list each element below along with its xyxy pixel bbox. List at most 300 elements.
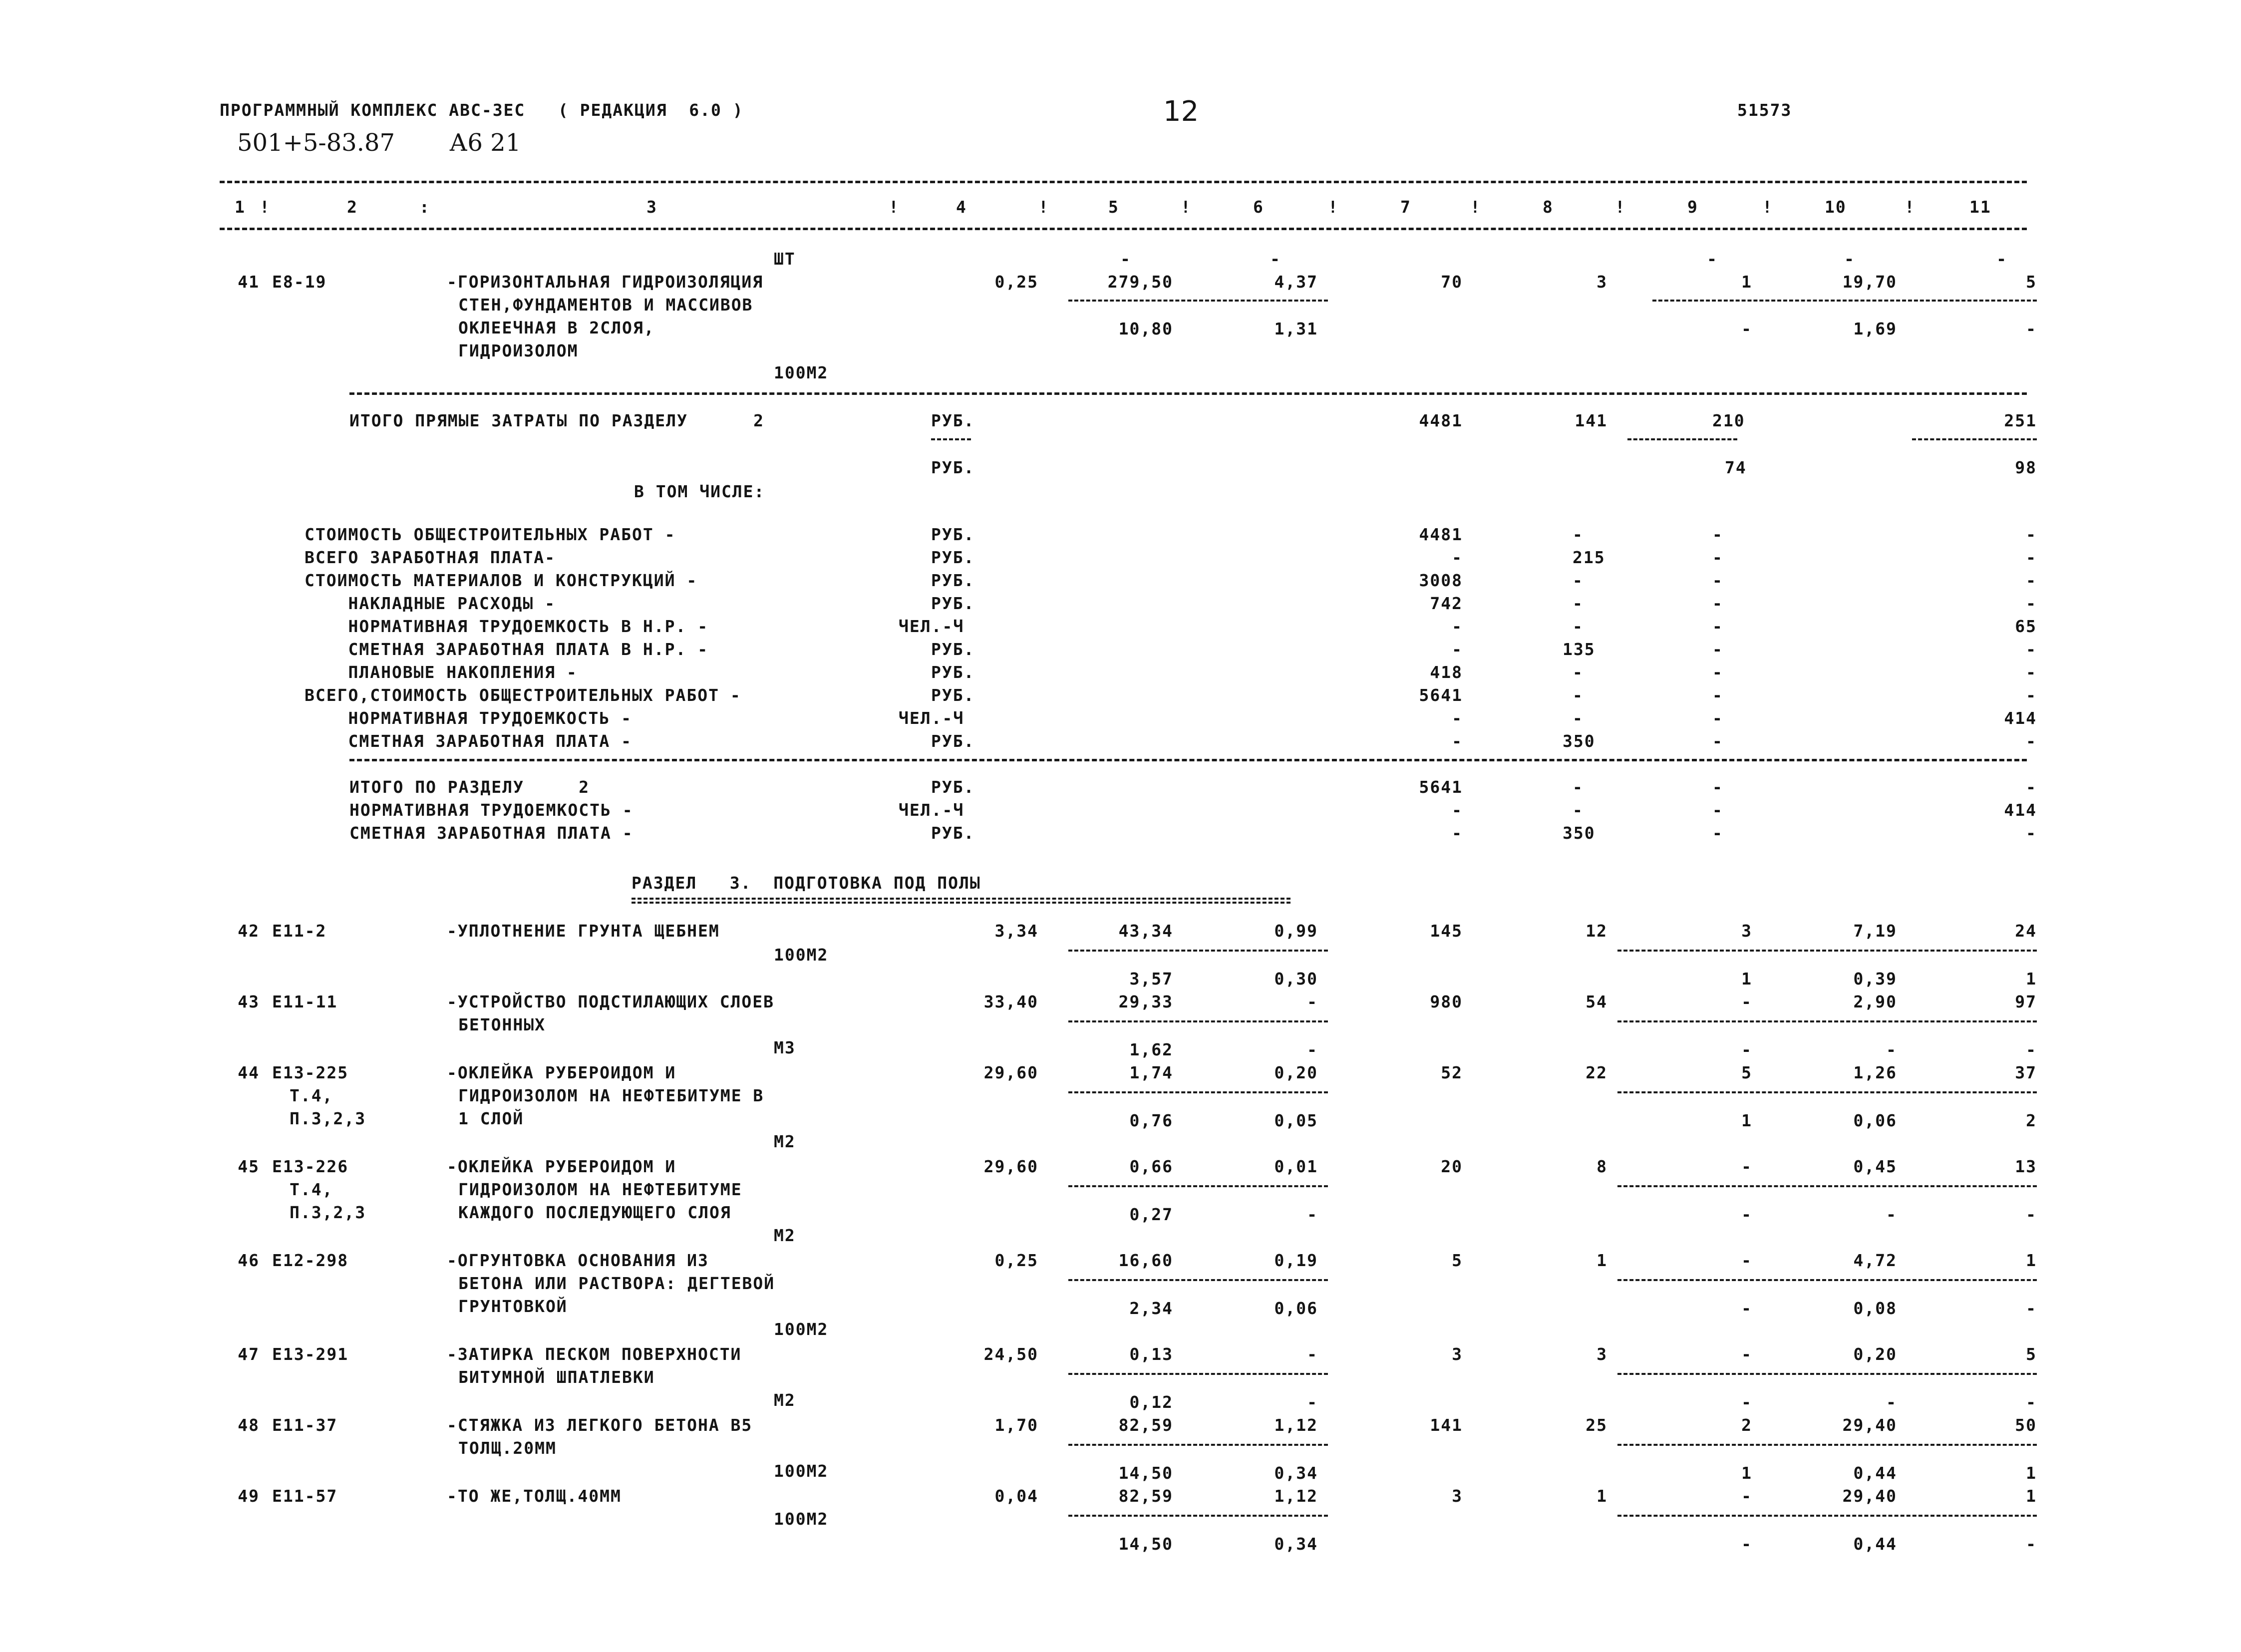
- total-cost-cell: 20: [1441, 1157, 1463, 1176]
- total-cost-cell: 5: [1452, 1251, 1463, 1270]
- unit-cost-cell: 3,57: [1129, 969, 1173, 989]
- total-wage-cell: 3: [1597, 1344, 1607, 1364]
- labor-unit-cell: 19,70: [1842, 272, 1897, 292]
- wage-cell: -: [1307, 1344, 1318, 1364]
- labor-unit-cell: 0,06: [1853, 1111, 1897, 1130]
- wage-cell: 1,12: [1274, 1486, 1318, 1506]
- work-description: -УСТРОЙСТВО ПОДСТИЛАЮЩИХ СЛОЕВ: [447, 992, 775, 1011]
- total-wage-cell: 12: [1586, 921, 1607, 941]
- labor-unit-cell: -: [1886, 1205, 1897, 1224]
- work-description: ГРУНТОВКОЙ: [458, 1297, 568, 1316]
- rate-code-clause: П.3,2,3: [290, 1203, 366, 1222]
- total-cost-cell: -: [1452, 800, 1463, 820]
- machine-cost-cell: -: [1741, 1534, 1752, 1554]
- unit-label: РУБ.: [931, 640, 975, 659]
- total-cost-cell: -: [1452, 708, 1463, 728]
- column-number: 8: [1543, 197, 1554, 217]
- cell-rule: [1617, 1185, 2037, 1187]
- total-cost-cell: 3008: [1419, 571, 1463, 590]
- labor-total-cell: -: [2026, 594, 2037, 613]
- work-description: -ЗАТИРКА ПЕСКОМ ПОВЕРХНОСТИ: [447, 1344, 742, 1364]
- row-number: 42: [238, 921, 260, 941]
- machine-cost-cell: -: [1712, 594, 1723, 613]
- section-rule: [349, 392, 2027, 395]
- column-number: 10: [1825, 197, 1847, 217]
- wage-cell: -: [1307, 1040, 1318, 1059]
- cell-rule: [1068, 1020, 1328, 1022]
- handwritten-code: 501+5-83.87: [237, 129, 395, 157]
- unit-label: М2: [774, 1132, 796, 1151]
- column-number: 3: [646, 197, 657, 217]
- labor-total-cell: 37: [2015, 1063, 2037, 1082]
- total-wage-cell: -: [1573, 617, 1584, 636]
- machine-cost-cell: 5: [1741, 1063, 1752, 1082]
- unit-cost-cell: 0,13: [1129, 1344, 1173, 1364]
- unit-label: РУБ.: [931, 571, 975, 590]
- unit-cost-cell: 0,76: [1129, 1111, 1173, 1130]
- wage-cell: 0,20: [1274, 1063, 1318, 1082]
- work-description: СТЕН,ФУНДАМЕНТОВ И МАССИВОВ: [458, 295, 753, 315]
- unit-label: РУБ.: [931, 594, 975, 613]
- work-description: -УПЛОТНЕНИЕ ГРУНТА ЩЕБНЕМ: [447, 921, 720, 941]
- cell-rule: [1912, 438, 2037, 440]
- work-description: БЕТОННЫХ: [458, 1015, 546, 1034]
- total-cost-cell: -: [1452, 617, 1463, 636]
- labor-total-cell: 414: [2004, 708, 2037, 728]
- column-number: 11: [1969, 197, 1991, 217]
- total-cost-cell: 418: [1430, 662, 1463, 682]
- labor-total-cell: -: [2026, 548, 2037, 567]
- machine-cost-cell: -: [1712, 571, 1723, 590]
- unit-label: РУБ.: [931, 548, 975, 567]
- total-wage-cell: -: [1573, 708, 1584, 728]
- unit-label: РУБ.: [931, 731, 975, 751]
- unit-cost-cell: 14,50: [1118, 1463, 1173, 1483]
- labor-total-cell: 1: [2026, 969, 2037, 989]
- wage-cell: 1,12: [1274, 1415, 1318, 1435]
- total-cost-cell: 5641: [1419, 685, 1463, 705]
- labor-total-cell: -: [2026, 1040, 2037, 1059]
- unit-label: РУБ.: [931, 525, 975, 544]
- machine-cost-cell: 2: [1741, 1415, 1752, 1435]
- labor-total-cell: -: [2026, 662, 2037, 682]
- wage-cell: 0,34: [1274, 1463, 1318, 1483]
- rate-code: Е13-226: [272, 1157, 349, 1176]
- labor-total-cell: 414: [2004, 800, 2037, 820]
- work-description: БИТУМНОЙ ШПАТЛЕВКИ: [458, 1367, 655, 1387]
- page-number: 12: [1163, 95, 1199, 128]
- row-number: 43: [238, 992, 260, 1011]
- wage-cell: -: [1307, 992, 1318, 1011]
- unit-label: 100М2: [774, 1509, 829, 1529]
- unit-cost-cell: 1,74: [1129, 1063, 1173, 1082]
- machine-cost-cell: -: [1712, 617, 1723, 636]
- machine-cost-cell: 1: [1741, 1463, 1752, 1483]
- column-separator: :: [419, 197, 430, 217]
- machine-cost-cell: -: [1712, 640, 1723, 659]
- total-cost-cell: 4481: [1419, 525, 1463, 544]
- total-cost-cell: -: [1452, 548, 1463, 567]
- unit-label: ШТ: [774, 249, 796, 269]
- total-wage-cell: -: [1573, 777, 1584, 797]
- row-number: 44: [238, 1063, 260, 1082]
- labor-total-cell: -: [2026, 685, 2037, 705]
- labor-unit-cell: 7,19: [1853, 921, 1897, 941]
- wage-cell: 0,99: [1274, 921, 1318, 941]
- machine-cost-cell: -: [1741, 1205, 1752, 1224]
- column-separator: !: [1615, 197, 1626, 217]
- wage-cell: 0,19: [1274, 1251, 1318, 1270]
- column-separator: !: [260, 197, 271, 217]
- total-cost-cell: 4481: [1419, 411, 1463, 430]
- machine-cost-cell: 3: [1741, 921, 1752, 941]
- work-description: -ТО ЖЕ,ТОЛЩ.40ММ: [447, 1486, 622, 1506]
- title-underline: [632, 898, 1290, 904]
- quantity-cell: 3,34: [994, 921, 1038, 941]
- column-number: 2: [347, 197, 358, 217]
- quantity-cell: 0,25: [994, 272, 1038, 292]
- total-wage-cell: 25: [1586, 1415, 1607, 1435]
- machine-cost-cell: 1: [1741, 272, 1752, 292]
- machine-cost-cell: -: [1712, 800, 1723, 820]
- dash-mark: -: [1707, 249, 1718, 269]
- cell-rule: [1068, 1444, 1328, 1446]
- total-cost-cell: 980: [1430, 992, 1463, 1011]
- cell-rule: [1617, 1373, 2037, 1375]
- cell-rule: [1627, 438, 1737, 440]
- quantity-cell: 0,25: [994, 1251, 1038, 1270]
- rate-code: Е11-11: [272, 992, 338, 1011]
- unit-cost-cell: 14,50: [1118, 1534, 1173, 1554]
- rate-code: Е11-57: [272, 1486, 338, 1506]
- summary-label: НОРМАТИВНАЯ ТРУДОЕМКОСТЬ В Н.Р. -: [305, 617, 709, 636]
- table-top-rule: [220, 181, 2027, 183]
- total-wage-cell: -: [1573, 594, 1584, 613]
- dash-mark: -: [1844, 249, 1855, 269]
- rate-code: Е11-2: [272, 921, 327, 941]
- total-cost-cell: 742: [1430, 594, 1463, 613]
- summary-label: НАКЛАДНЫЕ РАСХОДЫ -: [305, 594, 556, 613]
- labor-total-cell: -: [2026, 777, 2037, 797]
- total-wage-cell: 141: [1575, 411, 1607, 430]
- labor-total-cell: 2: [2026, 1111, 2037, 1130]
- labor-unit-cell: 0,39: [1853, 969, 1897, 989]
- row-number: 41: [238, 272, 260, 292]
- labor-total-cell: 98: [2015, 458, 2037, 477]
- summary-label: ПЛАНОВЫЕ НАКОПЛЕНИЯ -: [305, 662, 578, 682]
- dash-mark: -: [1120, 249, 1131, 269]
- labor-unit-cell: 1,69: [1853, 319, 1897, 338]
- labor-total-cell: 1: [2026, 1486, 2037, 1506]
- unit-cost-cell: 16,60: [1118, 1251, 1173, 1270]
- labor-unit-cell: -: [1886, 1392, 1897, 1412]
- quantity-cell: 0,04: [994, 1486, 1038, 1506]
- labor-unit-cell: 29,40: [1842, 1486, 1897, 1506]
- summary-label: ВСЕГО ЗАРАБОТНАЯ ПЛАТА-: [305, 548, 556, 567]
- cell-rule: [1068, 950, 1328, 952]
- unit-cost-cell: 10,80: [1118, 319, 1173, 338]
- machine-cost-cell: -: [1741, 319, 1752, 338]
- work-description: ТОЛЩ.20ММ: [458, 1438, 557, 1458]
- total-wage-cell: 1: [1597, 1486, 1607, 1506]
- total-wage-cell: 1: [1597, 1251, 1607, 1270]
- unit-label: РУБ.: [931, 662, 975, 682]
- cell-rule: [1617, 1515, 2037, 1517]
- total-wage-cell: 135: [1563, 640, 1596, 659]
- unit-cost-cell: 82,59: [1118, 1415, 1173, 1435]
- rate-code-table: Т.4,: [290, 1086, 333, 1105]
- total-wage-cell: 22: [1586, 1063, 1607, 1082]
- total-wage-cell: -: [1573, 685, 1584, 705]
- summary-label: СМЕТНАЯ ЗАРАБОТНАЯ ПЛАТА -: [349, 823, 634, 843]
- column-separator: !: [1181, 197, 1192, 217]
- labor-total-cell: -: [2026, 640, 2037, 659]
- unit-label: ЧЕЛ.-Ч: [899, 617, 964, 636]
- machine-cost-cell: -: [1741, 1299, 1752, 1318]
- machine-cost-cell: -: [1741, 992, 1752, 1011]
- column-number: 4: [956, 197, 967, 217]
- rate-code: Е13-225: [272, 1063, 349, 1082]
- labor-total-cell: 1: [2026, 1463, 2037, 1483]
- dash-mark: -: [1996, 249, 2007, 269]
- work-description: ОКЛЕЕЧНАЯ В 2СЛОЯ,: [458, 318, 655, 337]
- cell-rule: [1617, 1444, 2037, 1446]
- total-label: ИТОГО ПРЯМЫЕ ЗАТРАТЫ ПО РАЗДЕЛУ 2: [349, 411, 764, 430]
- unit-label: 100М2: [774, 1461, 829, 1481]
- labor-total-cell: 251: [2004, 411, 2037, 430]
- total-cost-cell: 141: [1430, 1415, 1463, 1435]
- unit-cost-cell: 1,62: [1129, 1040, 1173, 1059]
- cell-rule: [1068, 1279, 1328, 1281]
- labor-total-cell: 1: [2026, 1251, 2037, 1270]
- document-number: 51573: [1737, 100, 1792, 120]
- rate-code: Е12-298: [272, 1251, 349, 1270]
- column-number: 9: [1687, 197, 1698, 217]
- wage-cell: 0,06: [1274, 1299, 1318, 1318]
- row-number: 49: [238, 1486, 260, 1506]
- machine-cost-cell: -: [1741, 1344, 1752, 1364]
- row-number: 47: [238, 1344, 260, 1364]
- rate-code-clause: П.3,2,3: [290, 1109, 366, 1128]
- work-description: ГИДРОИЗОЛОМ НА НЕФТЕБИТУМЕ: [458, 1180, 742, 1199]
- labor-total-cell: -: [2026, 1299, 2037, 1318]
- program-title: ПРОГРАММНЫЙ КОМПЛЕКС АВС-ЗЕС ( РЕДАКЦИЯ 6.0 ): [220, 100, 744, 120]
- unit-label: 100М2: [774, 363, 829, 382]
- labor-unit-cell: -: [1886, 1040, 1897, 1059]
- unit-label: РУБ.: [931, 458, 975, 477]
- labor-total-cell: -: [2026, 1534, 2037, 1554]
- rate-code: Е13-291: [272, 1344, 349, 1364]
- section-title: РАЗДЕЛ 3. ПОДГОТОВКА ПОД ПОЛЫ: [632, 873, 981, 893]
- column-number: 1: [235, 197, 246, 217]
- total-wage-cell: 54: [1586, 992, 1607, 1011]
- wage-cell: -: [1307, 1205, 1318, 1224]
- column-number: 7: [1400, 197, 1411, 217]
- machine-cost-cell: -: [1741, 1157, 1752, 1176]
- unit-cost-cell: 0,66: [1129, 1157, 1173, 1176]
- rate-code-table: Т.4,: [290, 1180, 333, 1199]
- unit-cost-cell: 43,34: [1118, 921, 1173, 941]
- work-description: -ГОРИЗОНТАЛЬНАЯ ГИДРОИЗОЛЯЦИЯ: [447, 272, 764, 292]
- total-cost-cell: 70: [1441, 272, 1463, 292]
- machine-cost-cell: 74: [1725, 458, 1747, 477]
- labor-total-cell: 5: [2026, 272, 2037, 292]
- cell-rule: [1617, 1020, 2037, 1022]
- unit-label: М2: [774, 1390, 796, 1410]
- unit-cost-cell: 82,59: [1118, 1486, 1173, 1506]
- machine-cost-cell: -: [1712, 685, 1723, 705]
- unit-label: ЧЕЛ.-Ч: [899, 708, 964, 728]
- labor-unit-cell: 4,72: [1853, 1251, 1897, 1270]
- unit-label: М3: [774, 1038, 796, 1057]
- labor-unit-cell: 1,26: [1853, 1063, 1897, 1082]
- machine-cost-cell: -: [1712, 525, 1723, 544]
- wage-cell: 0,30: [1274, 969, 1318, 989]
- machine-cost-cell: -: [1712, 708, 1723, 728]
- machine-cost-cell: -: [1741, 1040, 1752, 1059]
- wage-cell: 0,05: [1274, 1111, 1318, 1130]
- total-wage-cell: 8: [1597, 1157, 1607, 1176]
- column-number: 6: [1253, 197, 1264, 217]
- work-description: ГИДРОИЗОЛОМ НА НЕФТЕБИТУМЕ В: [458, 1086, 764, 1105]
- quantity-cell: 1,70: [994, 1415, 1038, 1435]
- labor-total-cell: -: [2026, 319, 2037, 338]
- machine-cost-cell: -: [1712, 731, 1723, 751]
- machine-cost-cell: 210: [1712, 411, 1745, 430]
- total-cost-cell: -: [1452, 640, 1463, 659]
- summary-label: СМЕТНАЯ ЗАРАБОТНАЯ ПЛАТА -: [305, 731, 633, 751]
- unit-cost-cell: 0,27: [1129, 1205, 1173, 1224]
- cell-rule: [1652, 300, 2037, 302]
- total-wage-cell: 350: [1563, 823, 1596, 843]
- wage-cell: 1,31: [1274, 319, 1318, 338]
- rate-code: Е8-19: [272, 272, 327, 292]
- summary-label: ВСЕГО,СТОИМОСТЬ ОБЩЕСТРОИТЕЛЬНЫХ РАБОТ -: [305, 685, 741, 705]
- section-rule: [349, 759, 2027, 761]
- total-wage-cell: -: [1573, 800, 1584, 820]
- column-separator: !: [1762, 197, 1773, 217]
- dash-mark: -: [1270, 249, 1281, 269]
- column-separator: !: [889, 197, 900, 217]
- handwritten-sheet: А6 21: [449, 129, 521, 157]
- column-number: 5: [1108, 197, 1119, 217]
- summary-label: ИТОГО ПО РАЗДЕЛУ 2: [349, 777, 590, 797]
- unit-cost-cell: 2,34: [1129, 1299, 1173, 1318]
- total-wage-cell: 350: [1563, 731, 1596, 751]
- total-cost-cell: 3: [1452, 1344, 1463, 1364]
- machine-cost-cell: 1: [1741, 1111, 1752, 1130]
- machine-cost-cell: -: [1741, 1251, 1752, 1270]
- total-cost-cell: 3: [1452, 1486, 1463, 1506]
- total-wage-cell: -: [1573, 571, 1584, 590]
- summary-label: СТОИМОСТЬ ОБЩЕСТРОИТЕЛЬНЫХ РАБОТ -: [305, 525, 676, 544]
- work-description: ГИДРОИЗОЛОМ: [458, 341, 579, 360]
- header-bottom-rule: [220, 228, 2027, 230]
- total-wage-cell: 3: [1597, 272, 1607, 292]
- work-description: 1 СЛОЙ: [458, 1109, 524, 1128]
- cell-rule: [931, 438, 971, 440]
- labor-total-cell: -: [2026, 731, 2037, 751]
- labor-total-cell: -: [2026, 571, 2037, 590]
- column-separator: !: [1470, 197, 1481, 217]
- labor-total-cell: 97: [2015, 992, 2037, 1011]
- labor-total-cell: -: [2026, 1205, 2037, 1224]
- total-cost-cell: 52: [1441, 1063, 1463, 1082]
- summary-label: НОРМАТИВНАЯ ТРУДОЕМКОСТЬ -: [349, 800, 634, 820]
- labor-unit-cell: 0,44: [1853, 1463, 1897, 1483]
- cell-rule: [1617, 950, 2037, 952]
- column-separator: !: [1038, 197, 1049, 217]
- labor-total-cell: 5: [2026, 1344, 2037, 1364]
- labor-total-cell: 13: [2015, 1157, 2037, 1176]
- total-cost-cell: 5641: [1419, 777, 1463, 797]
- unit-label: РУБ.: [931, 777, 975, 797]
- summary-label: НОРМАТИВНАЯ ТРУДОЕМКОСТЬ -: [305, 708, 633, 728]
- cell-rule: [1068, 1515, 1328, 1517]
- labor-total-cell: -: [2026, 525, 2037, 544]
- total-wage-cell: 215: [1573, 548, 1605, 567]
- quantity-cell: 24,50: [983, 1344, 1038, 1364]
- unit-label: ЧЕЛ.-Ч: [899, 800, 964, 820]
- cell-rule: [1068, 1185, 1328, 1187]
- labor-unit-cell: 2,90: [1853, 992, 1897, 1011]
- machine-cost-cell: -: [1741, 1486, 1752, 1506]
- machine-cost-cell: -: [1712, 662, 1723, 682]
- labor-unit-cell: 0,08: [1853, 1299, 1897, 1318]
- labor-total-cell: -: [2026, 823, 2037, 843]
- unit-label: 100М2: [774, 945, 829, 965]
- rate-code: Е11-37: [272, 1415, 338, 1435]
- row-number: 48: [238, 1415, 260, 1435]
- total-cost-cell: -: [1452, 731, 1463, 751]
- work-description: -СТЯЖКА ИЗ ЛЕГКОГО БЕТОНА В5: [447, 1415, 753, 1435]
- labor-unit-cell: 0,44: [1853, 1534, 1897, 1554]
- unit-cost-cell: 0,12: [1129, 1392, 1173, 1412]
- machine-cost-cell: 1: [1741, 969, 1752, 989]
- wage-cell: 4,37: [1274, 272, 1318, 292]
- summary-label: СМЕТНАЯ ЗАРАБОТНАЯ ПЛАТА В Н.Р. -: [305, 640, 709, 659]
- labor-total-cell: -: [2026, 1392, 2037, 1412]
- cell-rule: [1617, 1091, 2037, 1093]
- cell-rule: [1617, 1279, 2037, 1281]
- work-description: КАЖДОГО ПОСЛЕДУЮЩЕГО СЛОЯ: [458, 1203, 731, 1222]
- work-description: -ОКЛЕЙКА РУБЕРОИДОМ И: [447, 1063, 676, 1082]
- total-cost-cell: -: [1452, 823, 1463, 843]
- column-separator: !: [1905, 197, 1916, 217]
- unit-label: РУБ.: [931, 411, 975, 430]
- labor-total-cell: 50: [2015, 1415, 2037, 1435]
- labor-unit-cell: 29,40: [1842, 1415, 1897, 1435]
- machine-cost-cell: -: [1712, 548, 1723, 567]
- machine-cost-cell: -: [1712, 777, 1723, 797]
- unit-label: РУБ.: [931, 823, 975, 843]
- quantity-cell: 29,60: [983, 1063, 1038, 1082]
- work-description: БЕТОНА ИЛИ РАСТВОРА: ДЕГТЕВОЙ: [458, 1274, 775, 1293]
- quantity-cell: 33,40: [983, 992, 1038, 1011]
- machine-cost-cell: -: [1741, 1392, 1752, 1412]
- wage-cell: 0,01: [1274, 1157, 1318, 1176]
- unit-cost-cell: 279,50: [1107, 272, 1173, 292]
- wage-cell: -: [1307, 1392, 1318, 1412]
- unit-cost-cell: 29,33: [1118, 992, 1173, 1011]
- total-cost-cell: 145: [1430, 921, 1463, 941]
- labor-unit-cell: 0,45: [1853, 1157, 1897, 1176]
- labor-total-cell: 65: [2015, 617, 2037, 636]
- column-separator: !: [1328, 197, 1339, 217]
- work-description: -ОГРУНТОВКА ОСНОВАНИЯ ИЗ: [447, 1251, 709, 1270]
- labor-unit-cell: 0,20: [1853, 1344, 1897, 1364]
- row-number: 46: [238, 1251, 260, 1270]
